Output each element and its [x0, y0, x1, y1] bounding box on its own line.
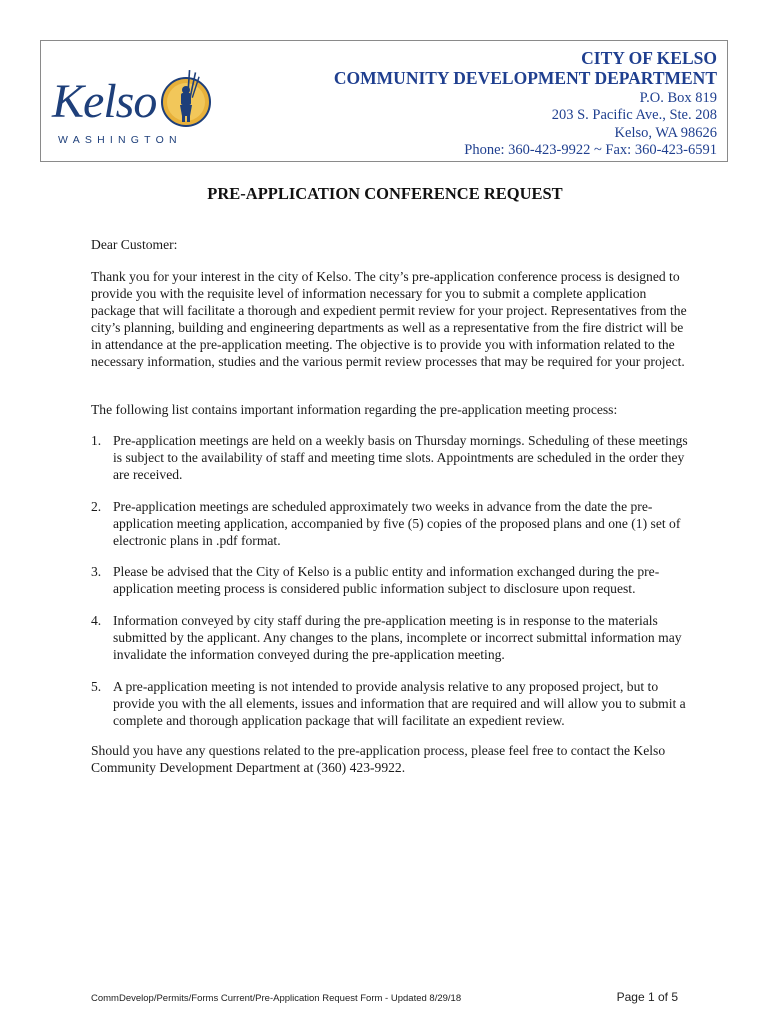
city-state-zip: Kelso, WA 98626: [614, 125, 717, 141]
department-name: COMMUNITY DEVELOPMENT DEPARTMENT: [333, 68, 717, 88]
salutation: Dear Customer:: [91, 237, 178, 252]
intro-paragraph: Thank you for your interest in the city of Kelso. The city’s pre-application conference process is designed to provide you with the requisite level of information necessary for you to submit a complete application package that will facilitate a thorough and expedient permit review for your project. Representatives from the city’s planning, building and engineering departments as well as a representative from the fire district will be in attendance at the pre-application meeting. The objective is to provide you with information related to the necessary information, studies and the various permit review processes that may be required for your project.: [91, 269, 687, 369]
page-number: Page 1 of 5: [616, 990, 678, 1004]
city-logo: [52, 46, 222, 154]
list-item-text: Pre-application meetings are scheduled approximately two weeks in advance from the date the pre-application meeting application, accompanied by five (5) copies of the proposed plans and one (1) set of electronic plans in .pdf format.: [113, 499, 681, 548]
bagpiper-emblem-icon: [154, 68, 214, 128]
list-number: 2.: [91, 499, 102, 514]
street-address: 203 S. Pacific Ave., Ste. 208: [551, 107, 717, 123]
list-item-text: Please be advised that the City of Kelso is a public entity and information exchanged during the pre-application meeting process is considered public information subject to disclosure upon request.: [113, 564, 660, 596]
list-intro: The following list contains important information regarding the pre-application meeting process:: [91, 402, 618, 417]
list-number: 3.: [91, 564, 102, 579]
footer-file-path: CommDevelop/Permits/Forms Current/Pre-Application Request Form - Updated 8/29/18: [91, 993, 462, 1004]
list-number: 4.: [91, 613, 102, 628]
list-item-text: A pre-application meeting is not intended to provide analysis relative to any proposed project, but to provide you with the all elements, issues and information that are required and will allow you to submit a complete and thorough application package that will facilitate an expedient review.: [113, 679, 686, 728]
closing-paragraph: Should you have any questions related to the pre-application process, please feel free to contact the Kelso Community Development Department at (360) 423-9922.: [91, 743, 666, 775]
list-number: 1.: [91, 433, 102, 448]
city-name: CITY OF KELSO: [581, 48, 717, 68]
phone-fax: Phone: 360-423-9922 ~ Fax: 360-423-6591: [464, 142, 717, 158]
logo-wordmark: Kelso: [52, 75, 157, 128]
document-title: PRE-APPLICATION CONFERENCE REQUEST: [207, 184, 563, 203]
list-number: 5.: [91, 679, 102, 694]
po-box: P.O. Box 819: [639, 90, 717, 106]
list-item-text: Pre-application meetings are held on a weekly basis on Thursday mornings. Scheduling of these meetings is subject to the availability of staff and meeting time slots. Appointments are scheduled in the order they are received.: [113, 433, 688, 482]
list-item-text: Information conveyed by city staff during the pre-application meeting is in response to the materials submitted by the applicant. Any changes to the plans, incomplete or incorrect submittal information may invalidate the information conveyed during the pre-application meeting.: [113, 613, 682, 662]
logo-subtitle: WASHINGTON: [58, 134, 182, 146]
